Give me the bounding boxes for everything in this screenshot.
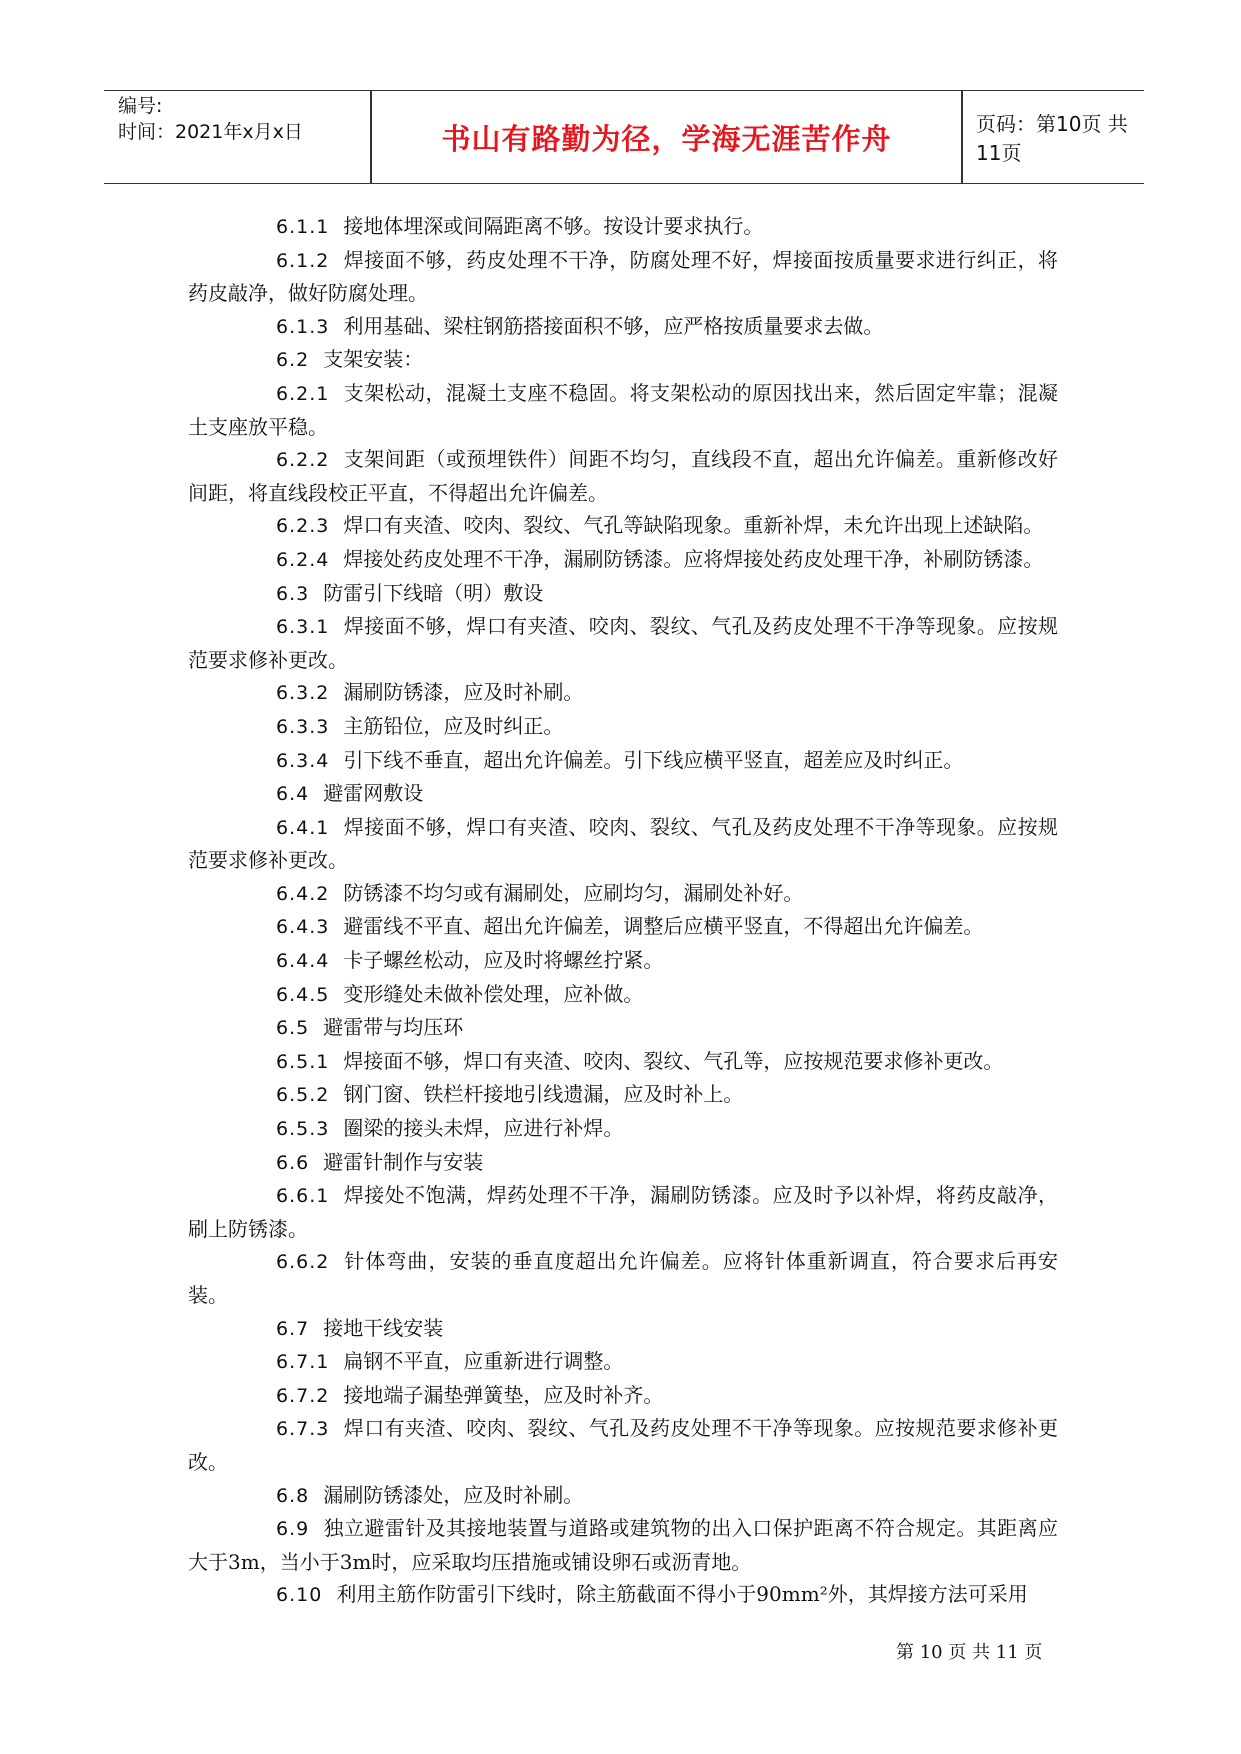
paragraph xyxy=(188,210,1058,244)
paragraph-text: 扁钢不平直，应重新进行调整。 xyxy=(343,1349,624,1374)
page-header xyxy=(104,90,1144,184)
paragraph-text: 针体弯曲，安装的垂直度超出允许偏差。应将针体重新调直，符合要求后再安装。 xyxy=(188,1249,1058,1307)
section-number: 6.5.3 xyxy=(276,1118,330,1141)
section-number: 6.6 xyxy=(276,1151,310,1174)
paragraph-text: 利用基础、梁柱钢筋搭接面积不够，应严格按质量要求去做。 xyxy=(343,313,884,338)
paragraph xyxy=(188,676,1058,710)
section-number: 6.6.2 xyxy=(276,1251,330,1274)
paragraph xyxy=(188,377,1058,443)
section-number: 6.2.1 xyxy=(276,382,330,405)
paragraph xyxy=(188,310,1058,344)
paragraph xyxy=(188,443,1058,509)
code-label: 编号: xyxy=(118,95,163,117)
header-motto: 书山有路勤为径，学海无涯苦作舟 xyxy=(441,121,892,156)
section-number: 6.3.3 xyxy=(276,715,330,738)
section-number: 6.5.2 xyxy=(276,1084,330,1107)
paragraph xyxy=(188,1512,1058,1578)
paragraph xyxy=(188,1479,1058,1513)
section-number: 6.5 xyxy=(276,1017,310,1040)
paragraph xyxy=(188,1146,1058,1180)
paragraph-text: 接地体埋深或间隔距离不够。按设计要求执行。 xyxy=(343,214,764,238)
paragraph-text: 接地端子漏垫弹簧垫，应及时补齐。 xyxy=(343,1382,664,1407)
paragraph xyxy=(188,543,1058,577)
paragraph-text: 引下线不垂直，超出允许偏差。引下线应横平竖直，超差应及时纠正。 xyxy=(343,747,964,772)
paragraph xyxy=(188,877,1058,911)
paragraph-text: 主筋铅位，应及时纠正。 xyxy=(343,713,564,738)
page-footer: 第 10 页 共 11 页 xyxy=(896,1642,1043,1663)
paragraph xyxy=(188,509,1058,543)
section-number: 6.2.3 xyxy=(276,515,330,538)
section-number: 6.3.4 xyxy=(276,749,330,772)
section-number: 6.4 xyxy=(276,783,310,806)
paragraph xyxy=(188,610,1058,676)
paragraph xyxy=(188,244,1058,310)
paragraph-text: 焊口有夹渣、咬肉、裂纹、气孔及药皮处理不干净等现象。应按规范要求修补更改。 xyxy=(188,1416,1058,1474)
paragraph xyxy=(188,944,1058,978)
paragraph xyxy=(188,1345,1058,1379)
section-number: 6.3.2 xyxy=(276,682,330,705)
section-number: 6.8 xyxy=(276,1484,310,1507)
paragraph-text: 焊口有夹渣、咬肉、裂纹、气孔等缺陷现象。重新补焊，未允许出现上述缺陷。 xyxy=(343,513,1044,538)
paragraph-text: 避雷线不平直、超出允许偏差，调整后应横平竖直，不得超出允许偏差。 xyxy=(343,914,984,939)
paragraph-text: 卡子螺丝松动，应及时将螺丝拧紧。 xyxy=(343,948,664,973)
section-number: 6.4.3 xyxy=(276,916,330,939)
paragraph xyxy=(188,577,1058,611)
section-number: 6.2.2 xyxy=(276,449,330,472)
paragraph-text: 圈梁的接头未焊，应进行补焊。 xyxy=(343,1116,624,1141)
paragraph-text: 支架间距（或预埋铁件）间距不均匀，直线段不直，超出允许偏差。重新修改好间距，将直线段校正平直，不得超出允许偏差。 xyxy=(188,447,1058,505)
section-number: 6.1.2 xyxy=(276,249,330,272)
paragraph xyxy=(188,1179,1058,1245)
paragraph xyxy=(188,910,1058,944)
section-number: 6.2 xyxy=(276,349,310,372)
paragraph-text: 独立避雷针及其接地装置与道路或建筑物的出入口保护距离不符合规定。其距离应大于3m，当小于3m时，应采取均压措施或铺设卵石或沥青地。 xyxy=(188,1516,1058,1574)
paragraph xyxy=(188,777,1058,811)
section-number: 6.9 xyxy=(276,1518,310,1541)
paragraph-text: 防锈漆不均匀或有漏刷处，应刷均匀，漏刷处补好。 xyxy=(343,880,804,905)
header-left-cell xyxy=(118,91,368,185)
paragraph-text: 焊接面不够，焊口有夹渣、咬肉、裂纹、气孔等，应按规范要求修补更改。 xyxy=(343,1048,1004,1073)
paragraph xyxy=(188,811,1058,877)
paragraph-text: 避雷网敷设 xyxy=(323,781,424,806)
paragraph xyxy=(188,710,1058,744)
paragraph xyxy=(188,343,1058,377)
section-number: 6.3.1 xyxy=(276,616,330,639)
section-number: 6.4.5 xyxy=(276,983,330,1006)
paragraph-text: 支架安装： xyxy=(323,347,424,372)
header-divider xyxy=(961,91,963,183)
paragraph-text: 避雷针制作与安装 xyxy=(323,1149,484,1174)
paragraph xyxy=(188,978,1058,1012)
section-number: 6.4.2 xyxy=(276,882,330,905)
paragraph-text: 漏刷防锈漆处，应及时补刷。 xyxy=(323,1482,584,1507)
paragraph-text: 接地干线安装 xyxy=(323,1315,444,1340)
section-number: 6.7 xyxy=(276,1317,310,1340)
paragraph-text: 焊接面不够，焊口有夹渣、咬肉、裂纹、气孔及药皮处理不干净等现象。应按规范要求修补更改。 xyxy=(188,814,1058,873)
paragraph xyxy=(188,1412,1058,1478)
paragraph xyxy=(188,1379,1058,1413)
header-page-info: 页码：第10页 共11页 xyxy=(976,112,1128,165)
paragraph-text: 避雷带与均压环 xyxy=(323,1015,464,1040)
paragraph xyxy=(188,1011,1058,1045)
paragraph-text: 支架松动，混凝土支座不稳固。将支架松动的原因找出来，然后固定牢靠；混凝土支座放平稳。 xyxy=(188,380,1058,439)
paragraph-text: 防雷引下线暗（明）敷设 xyxy=(323,580,544,605)
paragraph-text: 焊接面不够，药皮处理不干净，防腐处理不好，焊接面按质量要求进行纠正，将药皮敲净，做好防腐处理。 xyxy=(188,247,1058,306)
paragraph xyxy=(188,1045,1058,1079)
section-number: 6.4.1 xyxy=(276,816,330,839)
section-number: 6.1.1 xyxy=(276,216,330,238)
section-number: 6.7.1 xyxy=(276,1351,330,1374)
paragraph xyxy=(188,744,1058,778)
section-number: 6.2.4 xyxy=(276,548,330,571)
paragraph-text: 变形缝处未做补偿处理，应补做。 xyxy=(343,981,644,1006)
paragraph-text: 焊接处药皮处理不干净，漏刷防锈漆。应将焊接处药皮处理干净，补刷防锈漆。 xyxy=(343,546,1044,571)
document-body xyxy=(188,210,1058,1612)
time-label: 时间：2021年x月x日 xyxy=(118,121,303,143)
section-number: 6.1.3 xyxy=(276,315,330,338)
section-number: 6.3 xyxy=(276,582,310,605)
paragraph xyxy=(188,1112,1058,1146)
paragraph xyxy=(188,1245,1058,1311)
paragraph xyxy=(188,1312,1058,1346)
paragraph-text: 利用主筋作防雷引下线时，除主筋截面不得小于90mm²外，其焊接方法可采用 xyxy=(336,1582,1028,1607)
paragraph-text: 焊接处不饱满，焊药处理不干净，漏刷防锈漆。应及时予以补焊，将药皮敲净，刷上防锈漆。 xyxy=(188,1183,1058,1241)
section-number: 6.6.1 xyxy=(276,1185,330,1208)
section-number: 6.7.3 xyxy=(276,1418,330,1441)
paragraph xyxy=(188,1578,1058,1612)
paragraph-text: 漏刷防锈漆，应及时补刷。 xyxy=(343,680,584,705)
paragraph-text: 焊接面不够，焊口有夹渣、咬肉、裂纹、气孔及药皮处理不干净等现象。应按规范要求修补更改。 xyxy=(188,614,1058,672)
section-number: 6.4.4 xyxy=(276,950,330,973)
section-number: 6.10 xyxy=(276,1584,323,1607)
section-number: 6.5.1 xyxy=(276,1050,330,1073)
paragraph-text: 钢门窗、铁栏杆接地引线遗漏，应及时补上。 xyxy=(343,1082,744,1107)
paragraph xyxy=(188,1078,1058,1112)
section-number: 6.7.2 xyxy=(276,1384,330,1407)
